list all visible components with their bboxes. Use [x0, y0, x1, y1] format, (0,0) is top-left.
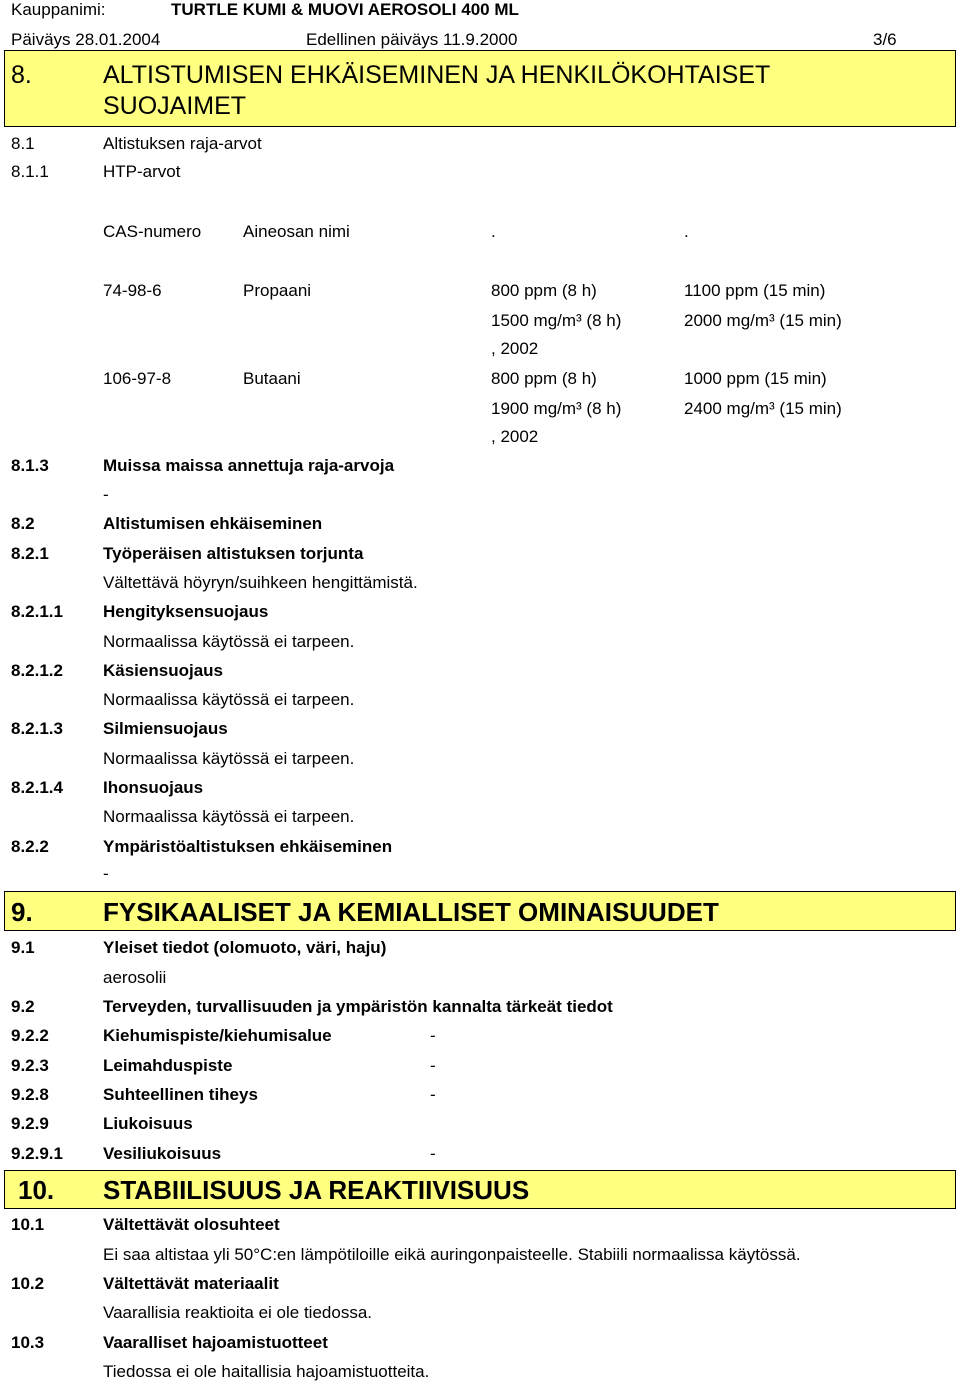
s103-heading: Vaaralliset hajoamistuotteet	[103, 1333, 328, 1352]
previous-date: Edellinen päiväys 11.9.2000	[306, 30, 518, 49]
s813-value: -	[103, 485, 109, 504]
table-row-value: 1000 ppm (15 min)	[684, 369, 827, 388]
section-10-number: 10.	[18, 1175, 55, 1205]
section-9-title: FYSIKAALISET JA KEMIALLISET OMINAISUUDET	[103, 897, 719, 927]
s92-number: 9.2	[11, 997, 35, 1016]
table-row-name: Butaani	[243, 369, 301, 388]
s101-number: 10.1	[11, 1215, 45, 1234]
table-row-value: 1100 ppm (15 min)	[684, 281, 826, 300]
s102-value: Vaarallisia reaktioita ei ole tiedossa.	[103, 1303, 372, 1322]
s102-number: 10.2	[11, 1274, 45, 1293]
s8212-heading: Käsiensuojaus	[103, 661, 223, 680]
s811-number: 8.1.1	[11, 162, 49, 181]
table-row-year: , 2002	[491, 339, 539, 358]
s821-heading: Työperäisen altistuksen torjunta	[103, 544, 364, 563]
s822-number: 8.2.2	[11, 837, 49, 856]
s8211-heading: Hengityksensuojaus	[103, 602, 269, 621]
s8212-number: 8.2.1.2	[11, 661, 63, 680]
s8211-number: 8.2.1.1	[11, 602, 63, 621]
table-row-cas: 106-97-8	[103, 369, 172, 388]
page-number: 3/6	[873, 30, 897, 49]
s91-value: aerosolii	[103, 968, 167, 987]
table-row-year: , 2002	[491, 427, 539, 446]
table-row-cas: 74-98-6	[103, 281, 162, 300]
s928-number: 9.2.8	[11, 1085, 49, 1104]
s9291-heading: Vesiliukoisuus	[103, 1144, 222, 1163]
s103-number: 10.3	[11, 1333, 45, 1352]
s922-heading: Kiehumispiste/kiehumisalue	[103, 1026, 332, 1045]
s92-heading: Terveyden, turvallisuuden ja ympäristön kannalta tärkeät tiedot	[103, 997, 613, 1016]
s811-heading: HTP-arvot	[103, 162, 181, 181]
s928-heading: Suhteellinen tiheys	[103, 1085, 258, 1104]
s81-heading: Altistuksen raja-arvot	[103, 134, 262, 153]
table-row-value: 2400 mg/m³ (15 min)	[684, 399, 842, 418]
s822-value: -	[103, 864, 109, 883]
s8213-value: Normaalissa käytössä ei tarpeen.	[103, 749, 355, 768]
s928-value: -	[430, 1085, 436, 1104]
table-header-col3: .	[491, 222, 496, 241]
section-9-number: 9.	[11, 897, 33, 927]
table-header-col4: .	[684, 222, 689, 241]
table-row-value: 800 ppm (8 h)	[491, 369, 597, 388]
s929-number: 9.2.9	[11, 1114, 49, 1133]
trade-name-label: Kauppanimi:	[11, 0, 106, 19]
table-row-value: 2000 mg/m³ (15 min)	[684, 311, 842, 330]
s813-heading: Muissa maissa annettuja raja-arvoja	[103, 456, 395, 475]
s8214-number: 8.2.1.4	[11, 778, 63, 797]
section-8-title-cont: SUOJAIMET	[103, 92, 247, 120]
section-8-number: 8.	[11, 61, 32, 89]
table-row-value: 1500 mg/m³ (8 h)	[491, 311, 622, 330]
s923-value: -	[430, 1056, 436, 1075]
table-row-name: Propaani	[243, 281, 312, 300]
s102-heading: Vältettävät materiaalit	[103, 1274, 279, 1293]
table-row-value: 800 ppm (8 h)	[491, 281, 597, 300]
s821-value: Vältettävä höyryn/suihkeen hengittämistä.	[103, 573, 418, 592]
s8212-value: Normaalissa käytössä ei tarpeen.	[103, 690, 355, 709]
table-header-name: Aineosan nimi	[243, 222, 350, 241]
s8211-value: Normaalissa käytössä ei tarpeen.	[103, 632, 355, 651]
table-row-value: 1900 mg/m³ (8 h)	[491, 399, 622, 418]
s9291-value: -	[430, 1144, 436, 1163]
s82-number: 8.2	[11, 514, 35, 533]
section-8-title: ALTISTUMISEN EHKÄISEMINEN JA HENKILÖKOHTAISET	[103, 61, 771, 89]
s923-number: 9.2.3	[11, 1056, 49, 1075]
s923-heading: Leimahduspiste	[103, 1056, 233, 1075]
s82-heading: Altistumisen ehkäiseminen	[103, 514, 323, 533]
s8214-heading: Ihonsuojaus	[103, 778, 204, 797]
document-date: Päiväys 28.01.2004	[11, 30, 161, 49]
table-header-cas: CAS-numero	[103, 222, 202, 241]
s91-number: 9.1	[11, 938, 35, 957]
s101-heading: Vältettävät olosuhteet	[103, 1215, 280, 1234]
s922-number: 9.2.2	[11, 1026, 49, 1045]
s922-value: -	[430, 1026, 436, 1045]
s821-number: 8.2.1	[11, 544, 49, 563]
s8213-number: 8.2.1.3	[11, 719, 63, 738]
s813-number: 8.1.3	[11, 456, 49, 475]
s8214-value: Normaalissa käytössä ei tarpeen.	[103, 807, 355, 826]
s103-value: Tiedossa ei ole haitallisia hajoamistuotteita.	[103, 1362, 430, 1381]
s929-heading: Liukoisuus	[103, 1114, 193, 1133]
s81-number: 8.1	[11, 134, 35, 153]
s91-heading: Yleiset tiedot (olomuoto, väri, haju)	[103, 938, 387, 957]
s9291-number: 9.2.9.1	[11, 1144, 63, 1163]
s101-value: Ei saa altistaa yli 50°C:en lämpötiloille eikä auringonpaisteelle. Stabiili normaalissa käytössä.	[103, 1245, 801, 1264]
s822-heading: Ympäristöaltistuksen ehkäiseminen	[103, 837, 393, 856]
product-name: TURTLE KUMI & MUOVI AEROSOLI 400 ML	[171, 0, 519, 19]
section-10-title: STABIILISUUS JA REAKTIIVISUUS	[103, 1175, 530, 1205]
s8213-heading: Silmiensuojaus	[103, 719, 228, 738]
